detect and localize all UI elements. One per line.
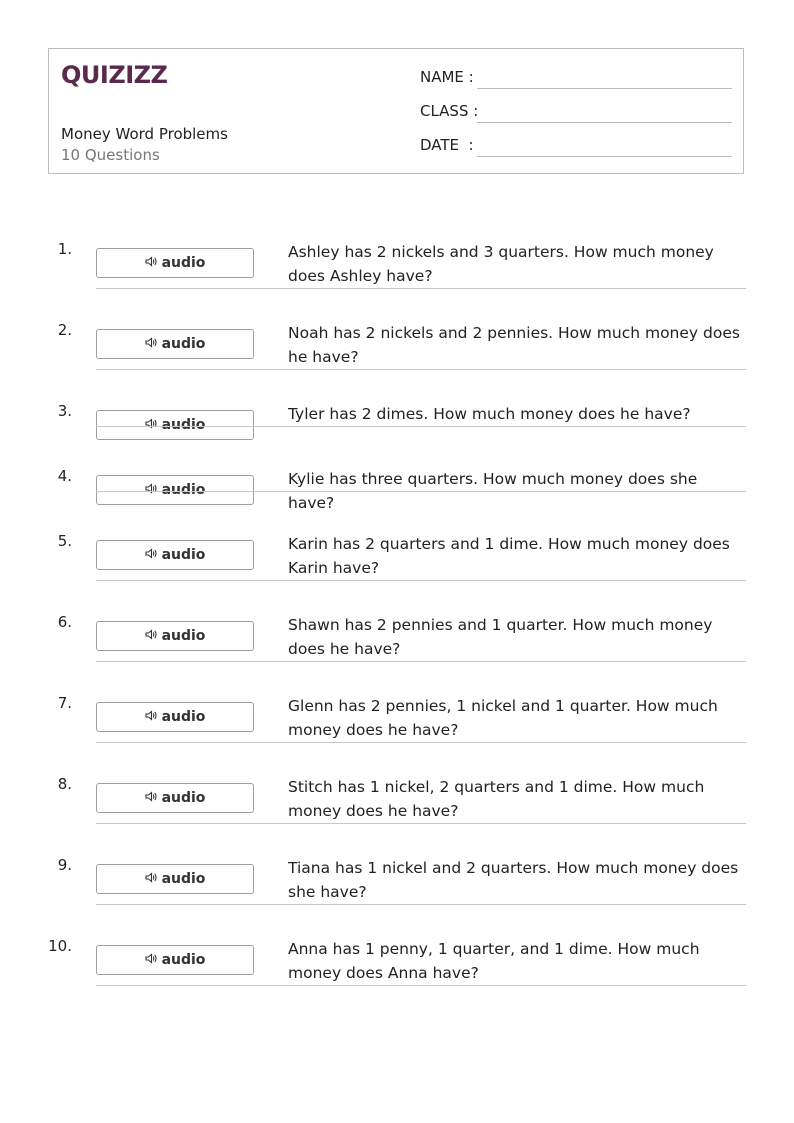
- audio-label: audio: [161, 790, 206, 806]
- speaker-icon: [145, 482, 157, 498]
- audio-button[interactable]: [96, 248, 254, 278]
- audio-button[interactable]: [96, 702, 254, 732]
- question-divider: [96, 580, 746, 581]
- question-text: Noah has 2 nickels and 2 pennies. How much money does he have?: [288, 324, 740, 366]
- question-text: Glenn has 2 pennies, 1 nickel and 1 quarter. How much money does he have?: [288, 697, 718, 739]
- question-text: Anna has 1 penny, 1 quarter, and 1 dime. How much money does Anna have?: [288, 940, 700, 982]
- question-text: Tiana has 1 nickel and 2 quarters. How much money does she have?: [288, 859, 739, 901]
- question-divider: [96, 823, 746, 824]
- question-number: 5.: [57, 532, 72, 550]
- audio-label: audio: [161, 547, 206, 563]
- class-field: [420, 102, 478, 120]
- audio-label: audio: [161, 336, 206, 352]
- audio-label: audio: [161, 482, 206, 498]
- question-divider: [96, 904, 746, 905]
- class-label: CLASS :: [420, 102, 479, 120]
- speaker-icon: [145, 547, 157, 563]
- speaker-icon: [145, 336, 157, 352]
- date-label: DATE :: [420, 136, 474, 154]
- name-label: NAME :: [420, 68, 474, 86]
- audio-button[interactable]: [96, 864, 254, 894]
- audio-button[interactable]: [96, 621, 254, 651]
- question-divider: [96, 426, 746, 427]
- question-divider: [96, 985, 746, 986]
- question-divider: [96, 661, 746, 662]
- speaker-icon: [145, 417, 157, 433]
- question-text: Karin has 2 quarters and 1 dime. How much money does Karin have?: [288, 535, 730, 577]
- audio-label: audio: [161, 952, 206, 968]
- speaker-icon: [145, 790, 157, 806]
- name-field: [420, 68, 474, 86]
- question-number: 10.: [48, 937, 72, 955]
- question-text: Ashley has 2 nickels and 3 quarters. How much money does Ashley have?: [288, 243, 714, 285]
- audio-button[interactable]: [96, 329, 254, 359]
- question-number: 8.: [57, 775, 72, 793]
- worksheet-title: Money Word Problems: [61, 125, 228, 143]
- audio-label: audio: [161, 628, 206, 644]
- question-number: 2.: [57, 321, 72, 339]
- audio-label: audio: [161, 417, 206, 433]
- audio-button[interactable]: [96, 410, 254, 440]
- name-line: [477, 88, 732, 89]
- audio-button[interactable]: [96, 945, 254, 975]
- audio-label: audio: [161, 871, 206, 887]
- question-text: Shawn has 2 pennies and 1 quarter. How much money does he have?: [288, 616, 713, 658]
- question-number: 6.: [57, 613, 72, 631]
- question-divider: [96, 288, 746, 289]
- date-field: [420, 136, 474, 154]
- audio-label: audio: [161, 709, 206, 725]
- speaker-icon: [145, 871, 157, 887]
- speaker-icon: [145, 952, 157, 968]
- question-number: 4.: [57, 467, 72, 485]
- speaker-icon: [145, 628, 157, 644]
- date-line: [477, 156, 732, 157]
- class-line: [477, 122, 732, 123]
- audio-button[interactable]: [96, 783, 254, 813]
- question-number: 9.: [57, 856, 72, 874]
- quizizz-logo: QUIZIZZ: [61, 61, 168, 89]
- audio-button[interactable]: [96, 540, 254, 570]
- speaker-icon: [145, 709, 157, 725]
- worksheet-header: [48, 48, 744, 174]
- question-text: Tyler has 2 dimes. How much money does he have?: [288, 405, 691, 423]
- question-divider: [96, 491, 746, 492]
- question-number: 3.: [57, 402, 72, 420]
- question-count: 10 Questions: [61, 146, 160, 164]
- audio-button[interactable]: [96, 475, 254, 505]
- question-text: Stitch has 1 nickel, 2 quarters and 1 dime. How much money does he have?: [288, 778, 705, 820]
- speaker-icon: [145, 255, 157, 271]
- question-text: Kylie has three quarters. How much money does she have?: [288, 470, 698, 512]
- question-number: 7.: [57, 694, 72, 712]
- question-divider: [96, 369, 746, 370]
- audio-label: audio: [161, 255, 206, 271]
- question-divider: [96, 742, 746, 743]
- question-number: 1.: [57, 240, 72, 258]
